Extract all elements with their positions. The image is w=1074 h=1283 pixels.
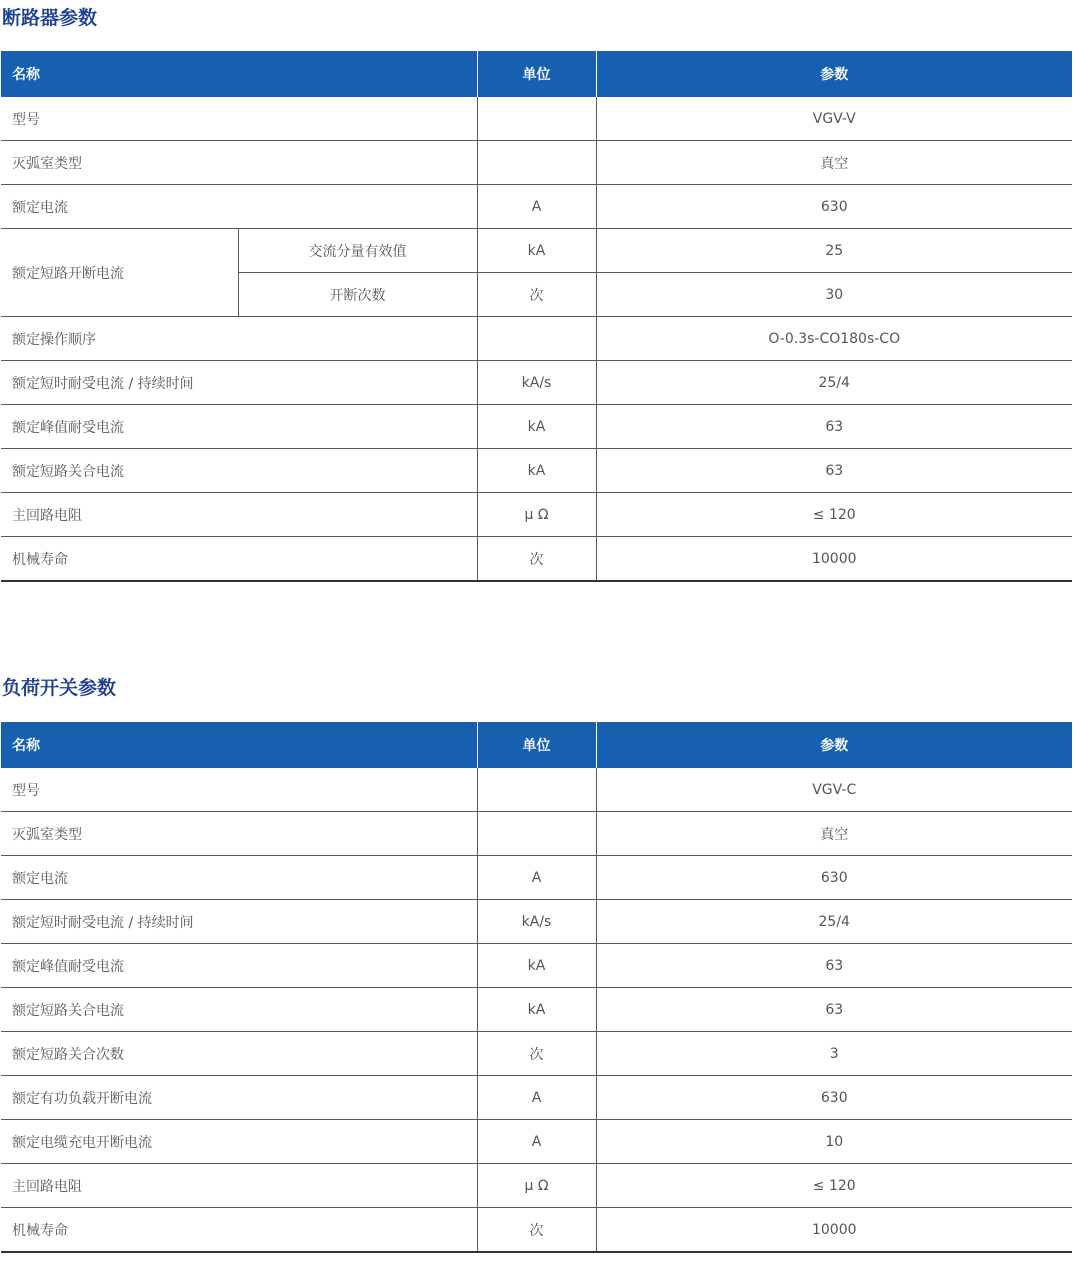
section-title-load-switch: 负荷开关参数 [2, 677, 117, 699]
row-subname: 开断次数 [238, 273, 477, 317]
row-name: 额定短路关合电流 [1, 449, 477, 493]
row-param: 10000 [596, 1208, 1072, 1253]
row-name: 型号 [1, 97, 477, 141]
row-name: 机械寿命 [1, 1208, 477, 1253]
row-param: ≤ 120 [596, 493, 1072, 537]
table-row [1, 1120, 1072, 1164]
row-unit [477, 768, 596, 812]
row-name: 额定短路关合次数 [1, 1032, 477, 1076]
table-header-row [1, 51, 1072, 97]
table-row [1, 988, 1072, 1032]
row-unit: kA/s [477, 900, 596, 944]
row-unit: 次 [477, 273, 596, 317]
row-param: 63 [596, 944, 1072, 988]
row-param: 25/4 [596, 900, 1072, 944]
row-name: 额定短时耐受电流 / 持续时间 [1, 900, 477, 944]
row-param: O-0.3s-CO180s-CO [596, 317, 1072, 361]
row-name: 主回路电阻 [1, 493, 477, 537]
row-unit [477, 317, 596, 361]
table-row [1, 493, 1072, 537]
table-row [1, 97, 1072, 141]
row-unit: A [477, 856, 596, 900]
row-param: 630 [596, 185, 1072, 229]
row-unit: kA [477, 988, 596, 1032]
row-unit: 次 [477, 537, 596, 582]
table-row [1, 812, 1072, 856]
header-unit: 单位 [477, 51, 596, 97]
table-row [1, 856, 1072, 900]
row-param: 63 [596, 405, 1072, 449]
row-name: 额定短路关合电流 [1, 988, 477, 1032]
row-unit: kA [477, 405, 596, 449]
table-header-row [1, 722, 1072, 768]
row-param: 63 [596, 449, 1072, 493]
table-row [1, 229, 1072, 273]
row-unit: kA [477, 449, 596, 493]
row-name: 额定操作顺序 [1, 317, 477, 361]
row-param: 25/4 [596, 361, 1072, 405]
row-unit [477, 141, 596, 185]
row-name: 额定短时耐受电流 / 持续时间 [1, 361, 477, 405]
row-param: 10 [596, 1120, 1072, 1164]
row-param: ≤ 120 [596, 1164, 1072, 1208]
row-unit: μ Ω [477, 1164, 596, 1208]
row-name: 额定电缆充电开断电流 [1, 1120, 477, 1164]
table-row [1, 1164, 1072, 1208]
row-unit [477, 812, 596, 856]
row-param: 10000 [596, 537, 1072, 582]
row-param: 630 [596, 856, 1072, 900]
load-switch-table [1, 722, 1072, 1253]
row-unit: kA/s [477, 361, 596, 405]
row-param: 30 [596, 273, 1072, 317]
row-unit: A [477, 185, 596, 229]
circuit-breaker-table [1, 51, 1072, 582]
row-unit: kA [477, 229, 596, 273]
row-name: 灭弧室类型 [1, 812, 477, 856]
row-unit [477, 97, 596, 141]
row-name: 灭弧室类型 [1, 141, 477, 185]
row-unit: A [477, 1120, 596, 1164]
row-name: 额定电流 [1, 856, 477, 900]
table-row [1, 361, 1072, 405]
table-row [1, 141, 1072, 185]
row-name: 额定短路开断电流 [1, 229, 238, 317]
row-name: 型号 [1, 768, 477, 812]
row-name: 主回路电阻 [1, 1164, 477, 1208]
table-row [1, 185, 1072, 229]
row-unit: 次 [477, 1032, 596, 1076]
header-param: 参数 [596, 722, 1072, 768]
table-row [1, 1076, 1072, 1120]
row-name: 额定峰值耐受电流 [1, 944, 477, 988]
table-row [1, 537, 1072, 582]
row-subname: 交流分量有效值 [238, 229, 477, 273]
row-param: 真空 [596, 812, 1072, 856]
table-row [1, 405, 1072, 449]
header-param: 参数 [596, 51, 1072, 97]
table-row [1, 1032, 1072, 1076]
row-param: 25 [596, 229, 1072, 273]
table-row [1, 1208, 1072, 1253]
table-row [1, 768, 1072, 812]
row-param: VGV-V [596, 97, 1072, 141]
table-row [1, 900, 1072, 944]
row-unit: 次 [477, 1208, 596, 1253]
header-name: 名称 [1, 51, 477, 97]
row-param: 真空 [596, 141, 1072, 185]
row-param: 3 [596, 1032, 1072, 1076]
row-name: 额定有功负载开断电流 [1, 1076, 477, 1120]
table-row [1, 944, 1072, 988]
row-param: 630 [596, 1076, 1072, 1120]
row-unit: μ Ω [477, 493, 596, 537]
row-unit: A [477, 1076, 596, 1120]
row-unit: kA [477, 944, 596, 988]
row-param: 63 [596, 988, 1072, 1032]
header-name: 名称 [1, 722, 477, 768]
row-name: 额定电流 [1, 185, 477, 229]
table-row [1, 317, 1072, 361]
row-name: 机械寿命 [1, 537, 477, 582]
section-title-circuit-breaker: 断路器参数 [2, 7, 98, 29]
table-row [1, 449, 1072, 493]
header-unit: 单位 [477, 722, 596, 768]
row-name: 额定峰值耐受电流 [1, 405, 477, 449]
row-param: VGV-C [596, 768, 1072, 812]
